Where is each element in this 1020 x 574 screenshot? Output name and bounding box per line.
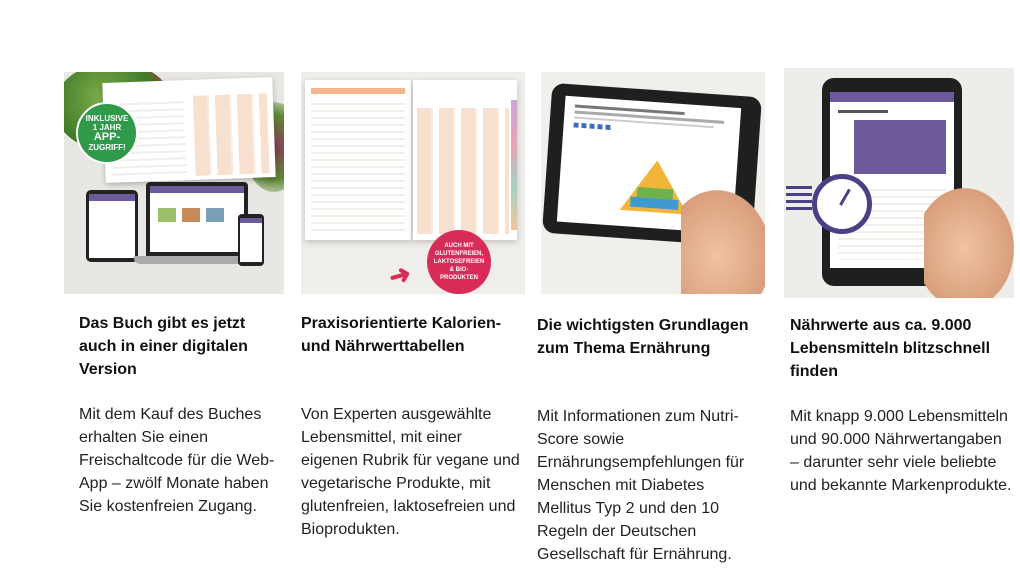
badge-line-3: APP- (93, 131, 121, 143)
card-body: Mit Informationen zum Nutri-Score sowie Ernährungsempfehlungen für Menschen mit Diabetes Mellitus Typ 2 und den 10 Regeln der Deutschen Gesellschaft für Ernährung. (537, 408, 745, 563)
open-book-tables-image (301, 72, 525, 294)
badge-line-1: AUCH MIT (444, 243, 474, 249)
card-title: Die wichtigsten Grundlagen zum Thema Ernährung (537, 317, 749, 357)
arrow-icon: ➜ (385, 257, 415, 293)
tablet-app-image (784, 68, 1014, 298)
badge-line-2: GLUTENFREIEN, (434, 251, 484, 257)
book-left-page (305, 80, 411, 240)
phone-device-graphic (238, 214, 264, 266)
app-access-badge (76, 102, 138, 164)
book-and-devices-image (64, 72, 284, 294)
card-body: Mit knapp 9.000 Lebensmitteln und 90.000 Nährwertangaben – darunter sehr viele beliebte und bekannte Markenprodukte. (790, 408, 1012, 494)
card-title: Nährwerte aus ca. 9.000 Lebensmitteln blitzschnell finden (790, 317, 991, 380)
badge-line-1: INKLUSIVE (85, 114, 129, 123)
tablet-device-graphic (86, 190, 138, 262)
laptop-device-graphic (146, 182, 248, 256)
stopwatch-icon (812, 174, 872, 234)
badge-line-2: 1 JAHR (92, 123, 122, 132)
book-right-page (413, 80, 517, 240)
speed-lines-icon (786, 186, 812, 214)
gluten-lactose-bio-badge (427, 230, 491, 294)
hand-graphic (681, 190, 765, 294)
card-title: Praxisorientierte Kalorien- und Nährwerttabellen (301, 315, 502, 355)
badge-line-5: PRODUKTEN (439, 275, 478, 281)
badge-line-3: LAKTOSEFREIEN (433, 259, 485, 265)
card-body: Von Experten ausgewählte Lebensmittel, mit einer eigenen Rubrik für vegane und vegetarische Produkte, mit glutenfreien, laktosefreien und Bioprodukten. (301, 406, 520, 538)
hand-graphic (924, 188, 1014, 298)
badge-line-4: & BIO- (449, 267, 469, 273)
card-body: Mit dem Kauf des Buches erhalten Sie einen Freischaltcode für die Web-App – zwölf Monate haben Sie kostenfreien Zugang. (79, 406, 275, 515)
card-title: Das Buch gibt es jetzt auch in einer digitalen Version (79, 315, 248, 378)
badge-line-4: ZUGRIFF! (88, 143, 126, 152)
tablet-pyramid-image (541, 72, 765, 294)
